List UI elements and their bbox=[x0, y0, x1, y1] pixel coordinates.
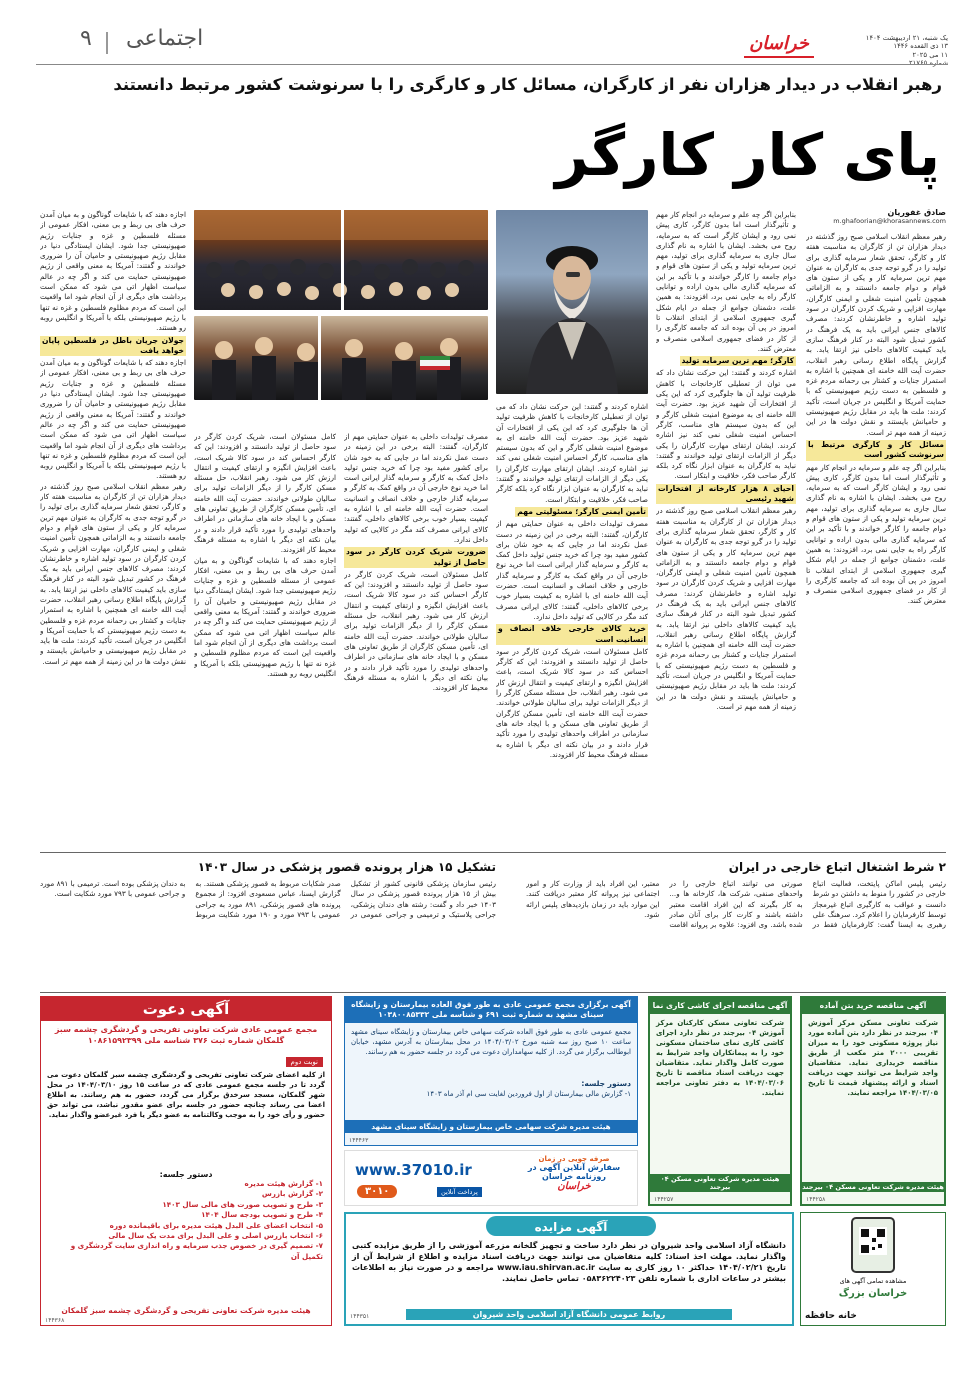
leader-portrait bbox=[496, 210, 648, 394]
ad-auction-title bbox=[486, 1216, 656, 1236]
page-number: ۹ bbox=[80, 26, 92, 51]
date-gregorian: ۱۱ می ۲۰۲۵ bbox=[912, 50, 948, 59]
column-2-text-b: اشاره کردند و گفتند: این حرکت نشان داد که می توان از تعطیلی کارخانجات با کاهش ظرفیت تولید آن ها جلوگیری کرد که این یکی از افتخارات آن شهید عزیز بود. حضرت آیت الله خامنه ای به موضوع امنیت شغلی کارگر و این که بدون سیستم های مناسب، کارگر احساس امنیت شغلی نمی کند نیز اشاره کردند. ایشان ارتقای مهارت کارگران را یکی دیگر از الزامات ارتقای تولید خواندند و گفتند: نباید به کارگران به عنوان ابزار نگاه کرد بلکه کارگر صاحب فکر، خلاقیت و ابتکار است. bbox=[656, 368, 796, 481]
column-3-text-c: کامل مسئولان است، شریک کردن کارگر در سود حاصل از تولید دانستند و افزودند: این که کارگر احساس کند در سود کالا شریک است، باعث افزایش انگیزه و ارتقای کیفیت و انتقال ارزش کار می شود. رهبر انقلاب، حل مسئله مسکن کارگر را از دیگر الزامات تولید برای سالیان طولانی خواندند. حضرت آیت الله خامنه ای، تأمین مسکن کارگران از طریق تعاونی های مسکن و با ایجاد خانه های سازمانی در اطراف واحدهای تولیدی را مورد تأکید قرار دادند و در بیان نکته ای دیگر با اشاره به مسئله فرهنگ محیط کار افزودند. bbox=[496, 646, 648, 759]
ad-auction[interactable] bbox=[344, 1212, 794, 1326]
crowd-illustration-top bbox=[194, 210, 488, 310]
column-5-text: کامل مسئولان است، شریک کردن کارگر در سود حاصل از تولید دانستند و افزودند: این که کارگر احساس کند در سود کالا شریک است، باعث افزایش انگیزه و ارتقای کیفیت و انتقال ارزش کار می شود. رهبر انقلاب، حل مسئله مسکن کارگر را از دیگر الزامات تولید برای سالیان طولانی خواندند. حضرت آیت الله خامنه ای، تأمین مسکن کارگران از طریق تعاونی های مسکن و با ایجاد خانه های سازمانی در اطراف واحدهای تولیدی را مورد تأکید قرار دادند و در بیان نکته ای دیگر با اشاره به مسئله فرهنگ محیط کار افزودند. bbox=[194, 432, 336, 555]
logo-underline bbox=[744, 56, 814, 58]
crowd-illustration-bottom bbox=[194, 316, 488, 400]
agenda-item: ۷- تصمیم گیری در خصوص جذب سرمایه و راه اندازی سایت گردشگری و تکمیل آن bbox=[70, 1241, 323, 1261]
promo-line-2: سفارش آنلاین آگهی در bbox=[527, 1163, 621, 1172]
section-divider bbox=[106, 32, 108, 54]
promo-service bbox=[357, 1185, 397, 1198]
promo-brand: خراسان bbox=[557, 1181, 591, 1192]
story-column-5 bbox=[194, 432, 336, 844]
ad-invitation-title: آگهی دعوت bbox=[41, 997, 331, 1021]
column-4-text-b: کامل مسئولان است، شریک کردن کارگر در سود حاصل از تولید دانستند و افزودند: این که کارگر احساس کند در سود کالا شریک است، باعث افزایش انگیزه و ارتقای کیفیت و انتقال ارزش کار می شود. رهبر انقلاب، حل مسئله مسکن کارگر را از دیگر الزامات تولید برای سالیان طولانی خواندند. حضرت آیت الله خامنه ای، تأمین مسکن کارگران از طریق تعاونی های مسکن و با ایجاد خانه های سازمانی در اطراف واحدهای تولیدی را مورد تأکید قرار دادند و در بیان نکته ای دیگر با اشاره به مسئله فرهنگ محیط کار افزودند. bbox=[344, 569, 488, 693]
masthead-rule bbox=[36, 64, 948, 65]
column-3-text: اشاره کردند و گفتند: این حرکت نشان داد که می توان از تعطیلی کارخانجات با کاهش ظرفیت تولید آن ها جلوگیری کرد که این یکی از افتخارات آن شهید عزیز بود. حضرت آیت الله خامنه ای به موضوع امنیت شغلی کارگر و این که بدون سیستم های مناسب، کارگر احساس امنیت شغلی نمی کند نیز اشاره کردند. ایشان ارتقای مهارت کارگران را یکی دیگر از الزامات ارتقای تولید خواندند و گفتند: نباید به کارگران به عنوان ابزار نگاه کرد بلکه کارگر صاحب فکر، خلاقیت و ابتکار است. bbox=[496, 402, 648, 504]
crowd-photo-bottom bbox=[194, 316, 488, 400]
agenda-item: ۳- طرح و تصویب صورت های مالی سال ۱۴۰۳ bbox=[162, 1199, 323, 1209]
story-column-6 bbox=[40, 210, 186, 844]
ad-concrete-body: شرکت تعاونی مسکن مرکز آموزش ۰۴ بیرجند در نظر دارد بتن آماده مورد نیاز پروژه مسکونی خود را به میزان تقریبی ۲۰۰۰ متر مکعب از طریق مناقصه خریداری نماید. متقاضیان واجد شرایط می توانند جهت دریافت اسناد و ارائه پیشنهاد قیمت تا تاریخ ۱۴۰۴/۰۳/۰۵ مراجعه نمایند. bbox=[808, 1019, 939, 1097]
agenda-item: ۵- انتخاب اعضای علی البدل هیئت مدیره برای باقیمانده دوره bbox=[109, 1220, 323, 1230]
column-5-text-b: اجازه دهند که با شایعات گوناگون و به میان آمدن حرف های بی ربط و بی معنی، افکار عمومی از مسئله فلسطین و غزه و جنایات رژیم صهیونیستی جدا شود. ایشان ایستادگی دنیا در مقابل رژیم صهیونیستی و حامیان آن را ضروری خواندند و گفتند: آمریکا به معنی واقعی از رژیم صهیونیستی حمایت می کند و اگر چه در عالم سیاست اظهار اتی می شود که ممکن است برداشت های دیگری از آن انجام شود اما واقعیت این است که مردم مظلوم فلسطین و غزه نه تنها با رژیم صهیونیستی بلکه با آمریکا و انگلیس روبه رو هستند. bbox=[194, 555, 336, 678]
ad-auction-code: ۱۴۴۳۵۱ bbox=[350, 1313, 370, 1320]
agenda-item: ۶- انتخاب بازرس اصلی و علی البدل برای مدت یک سال مالی bbox=[108, 1231, 323, 1241]
ad-tiles-footer: هیئت مدیره شرکت تعاونی مسکن ۰۴ بیرجند bbox=[650, 1174, 790, 1192]
story-column-2 bbox=[656, 210, 796, 844]
story-kicker: رهبر انقلاب در دیدار هزاران نفر از کارگران، مسائل کار و کارگری را با سرنوشت کشور مرتبط دانستند bbox=[113, 75, 942, 94]
ad-invitation-badge: نوبت دوم bbox=[286, 1057, 323, 1067]
column-6-text-b: اجازه دهند که با شایعات گوناگون و به میان آمدن حرف های بی ربط و بی معنی، افکار عمومی از مسئله فلسطین و غزه و جنایات رژیم صهیونیستی جدا شود. ایشان ایستادگی دنیا در مقابل رژیم صهیونیستی و حامیان آن را ضروری خواندند و گفتند: آمریکا به معنی واقعی از رژیم صهیونیستی حمایت می کند و اگر چه در عالم سیاست اظهار اتی می شود که ممکن است برداشت های دیگری از آن انجام شود اما واقعیت این است که مردم مظلوم فلسطین و غزه نه تنها با رژیم صهیونیستی بلکه با آمریکا و انگلیس روبه رو هستند. bbox=[40, 358, 186, 481]
subhead-1: کارگر؛ مهم ترین سرمایه تولید bbox=[681, 356, 794, 366]
ad-hospital-title: آگهی برگزاری مجمع عمومی عادی به طور فوق العاده بیمارستان و زایشگاه سینای مشهد به شماره ثبت ۶۹۱ و شناسه ملی ۱۰۳۸۰۰۸۵۳۳۲ bbox=[345, 997, 637, 1023]
ad-tender-tiles[interactable] bbox=[648, 996, 792, 1206]
date-hijri: ۱۳ ذی القعده ۱۴۴۶ bbox=[893, 42, 948, 51]
ad-auction-body: دانشگاه آزاد اسلامی واحد شیروان در نظر دارد ساخت و تجهیز گلخانه مزرعه آموزشی را از طریق مزایده کتبی واگذار نماید. مهلت اخذ اسناد: کلیه متقاضیان می توانند جهت دریافت اسناد مزایده و اطلاع از شرایط آن از تاریخ ۱۴۰۴/۰۲/۲۱ حداکثر ۱۰ روز کاری به سایت www.iau.shirvan.ac.ir مراجعه و در صورت نیاز به اطلاعات بیشتر در ساعات اداری با شماره تلفن ۰۵۸۳۶۲۲۴۰۲۳ تماس حاصل نمایند. bbox=[352, 1241, 787, 1283]
subhead-7: جولان جریان باطل در فلسطین پایان خواهد یافت bbox=[42, 335, 184, 355]
ad-invitation-footer: هیئت مدیره شرکت تعاونی تفریحی و گردشگری چشمه سبز گلمکان bbox=[61, 1306, 311, 1315]
masthead bbox=[0, 0, 966, 66]
logo[interactable] bbox=[740, 32, 818, 58]
column-4-text: مصرف تولیدات داخلی به عنوان حمایتی مهم از کارگران، گفتند: البته برخی در این زمینه در دست عمل نکردند اما در جایی که به خود شان برای کشور مفید بود چرا که خرید جنس تولید داخل کمک به کارگر و سرمایه گذار ایرانی است اما خرید نوع خارجی آن در واقع کمک به کارگر و سرمایه گذار خارجی و خلاف انصاف و انسانیت است. حضرت آیت الله خامنه ای با اشاره به کیفیت بسیار خوب برخی کالاهای داخلی، گفتند: کالای ایرانی مصرف کند مگر در کالایی که تولید داخل ندارد. bbox=[344, 432, 488, 544]
malpractice-text: رئیس سازمان پزشکی قانونی کشور از تشکیل بیش از ۱۵ هزار پرونده قصور پزشکی در سال ۱۴۰۳ خبر داد و گفت: رشته های دندان پزشکی، جراحی پلاستیک و ترمیمی و جراحی عمومی در صدر شکایات مربوط به قصور پزشکی هستند. به گزارش ایسنا، عباس مسعودی افزود: از مجموع پرونده های قصور پزشکی، ۸۹۱ مورد به جراحی عمومی با ۷۹۳ مورد و ۱۹۰ مورد شکایت مربوط به دندان پزشکی بوده است. ترمیمی با ۸۹۱ مورد و جراحی عمومی با ۷۹۳ مورد شکایت است. bbox=[40, 879, 496, 919]
promo-online-ads[interactable] bbox=[344, 1150, 638, 1206]
promo-line-1: صرفه جویی در زمان bbox=[538, 1155, 610, 1163]
ad-tender-concrete[interactable] bbox=[800, 996, 946, 1206]
promo-website[interactable]: www.37010.ir bbox=[355, 1161, 472, 1179]
ad-invitation[interactable] bbox=[40, 996, 332, 1326]
column-2-text: بنابراین اگر چه علم و سرمایه در انجام کار مهم و تأثیرگذار است اما بدون کارگر، کاری پیش نمی رود و ایشان کارگر است که به سرمایه، روح می بخشد. ایشان با اشاره به نام گذاری سال جاری به سرمایه گذاری برای تولید، مهم ترین سرمایه تولید و یکی از ستون های قوام و دوام جامعه را کارگر خواندند و با تأکید بر این که سرمایه گذاری مالی بدون اراده و توانایی کارگر راه به جایی نمی برد، افزودند: به همین علت، دشمنان جوامع از جمله در ایام شکل گیری جمهوری اسلامی از ابتدای انقلاب تا امروز در پی آن بوده اند که جامعه کارگری را از کار در فضای جمهوری اسلامی منصرف و معترض کنند. bbox=[656, 210, 796, 353]
ad-invitation-body: از کلیه اعضای شرکت تعاونی تفریحی و گردشگری چشمه سبز گلمکان دعوت می گردد تا در جلسه مجمع عمومی عادی که در ساعت ۱۵ روز ۱۴۰۴/۰۳/۱۰ در محل شهر گلمکان، مسجد سرخدق برگزار می گردد، حضور به هم رسانند. به اطلاع اعضا می رساند چنانچه حضور در جلسه برای عضو مقدور نباشد، می تواند حق حضور و رأی خود را به موجب وکالتنامه به عضو دیگر یا فرد غیرعضو واگذار نماید. bbox=[47, 1071, 325, 1119]
story-column-4 bbox=[344, 432, 488, 844]
ad-tiles-code: ۱۴۴۲۵۷ bbox=[654, 1196, 674, 1203]
ad-hospital-body: مجمع عمومی عادی به طور فوق العاده شرکت سهامی خاص بیمارستان و زایشگاه سینای مشهد ساعت ۱۰ صبح روز سه شنبه مورخ ۱۴۰۴/۰۳/۰۲ در محل بیمارستان به آدرس مشهد، خیابان ابوطالب برگزار می گردد. از کلیه سهامداران دعوت می گردد در جلسه حضور به هم رسانند. bbox=[351, 1028, 631, 1056]
section-divider-rule bbox=[40, 852, 946, 853]
column-6-text: اجازه دهند که با شایعات گوناگون و به میان آمدن حرف های بی ربط و بی معنی، افکار عمومی از مسئله فلسطین و غزه و جنایات رژیم صهیونیستی جدا شود. ایشان ایستادگی دنیا در مقابل رژیم صهیونیستی و حامیان آن را ضروری خواندند و گفتند: آمریکا به معنی واقعی از رژیم صهیونیستی حمایت می کند و اگر چه در عالم سیاست اظهار اتی می شود که ممکن است برداشت های دیگری از آن انجام شود اما واقعیت این است که مردم مظلوم فلسطین و غزه نه تنها با رژیم صهیونیستی بلکه با آمریکا و انگلیس روبه رو هستند. bbox=[40, 210, 186, 333]
column-2-text-c: رهبر معظم انقلاب اسلامی صبح روز گذشته در دیدار هزاران تن از کارگران به مناسبت هفته کار و کارگر، تحقق شعار سرمایه گذاری برای تولید را در گرو توجه جدی به کارگران به عنوان مهم ترین سرمایه کار و یکی از ستون های قوام و دوام جامعه دانستند و به الزاماتی همچون تأمین امنیت شغلی و ایمنی کارگران، مهارت افزایی و شریک کردن کارگران در سود تولید اشاره و خاطرنشان کردند: مصرف کالاهای جنس ایرانی باید به یک فرهنگ در کشور تبدیل شود البته در کنار فرهنگ سازی باید کیفیت کالاهای داخلی نیز ارتقا یابد. به گزارش پایگاه اطلاع رسانی رهبر انقلاب، حضرت آیت الله خامنه ای همچنین با اشاره به استمرار جنایات و کشتار بی رحمانه مردم غزه و فلسطین به دست رژیم صهیونیستی که با حمایت آمریکا و انگلیس در جریان است، تأکید کردند: ملت ها باید در مقابل رژیم صهیونیستی و حامیانش بایستند و نقش دولت ها در این زمینه از همه مهم تر است. bbox=[656, 506, 796, 711]
ad-hospital-code: ۱۴۴۴۶۳ bbox=[349, 1137, 369, 1144]
ad-invitation-subtitle: مجمع عمومی عادی شرکت تعاونی تفریحی و گردشگری چشمه سبز گلمکان شماره ثبت ۳۷۶ شناسه ملی ۱۰۸۶۱۵۹۲۳۹۹ bbox=[54, 1025, 318, 1045]
byline bbox=[804, 208, 946, 225]
foreign-workers-text: رئیس پلیس اماکن پایتخت، فعالیت اتباع خارجی در کشور را منوط به داشتن دو شرط دانست و عواقب به کارگیری اتباع غیرمجاز توسط کارفرمایان را اعلام کرد. سرهنگ علی رهبری به ایسنا گفت: کارفرمایان فقط در صورتی می توانند اتباع خارجی را در واحدهای صنفی، شرکت ها، کارخانه ها و... به کار بگیرند که این افراد اقامت معتبر داشته باشند و کارت کار برای آنان صادر شده باشد. وی افزود: علاوه بر پروانه اقامت معتبر، این افراد باید از وزارت کار و امور اجتماعی نیز پروانه کار معتبر دریافت کنند. این موارد باید در زمان بازدیدهای پلیس ارائه شود. bbox=[526, 879, 946, 930]
agenda-item: ۲- گزارش بازرس bbox=[261, 1189, 323, 1199]
ad-hospital-agenda: ۱- گزارش مالی بیمارستان از اول فروردین لغایت سی ام آذر ماه ۱۴۰۳ bbox=[426, 1090, 631, 1098]
agenda-item: ۴- طرح و تصویب بودجه سال ۱۴۰۴ bbox=[201, 1210, 323, 1220]
ad-concrete-title: آگهی مناقصه خرید بتن آماده bbox=[802, 998, 944, 1014]
author-email: m.ghafoorian@khorasannews.com bbox=[833, 217, 946, 225]
qr-logo: خانه حافظه bbox=[805, 1311, 857, 1321]
story-foreign-workers bbox=[526, 858, 946, 988]
qr-brand: خراسان بزرگ bbox=[838, 1288, 908, 1299]
subhead-5: خرید کالای خارجی خلاف انصاف و انسانیت است bbox=[498, 624, 646, 644]
subhead-2: مسائل کار و کارگری مرتبط با سرنوشت کشور است bbox=[808, 439, 944, 460]
promo-line-3: روزنامه خراسان bbox=[542, 1172, 606, 1181]
ad-hospital-assembly[interactable] bbox=[344, 996, 638, 1146]
ad-invitation-agenda-label: دستور جلسه: bbox=[159, 1170, 213, 1179]
ad-hospital-agenda-label: دستور جلسه: bbox=[581, 1079, 631, 1088]
author-name: صادق غفوریان bbox=[887, 208, 946, 217]
qr-code-icon bbox=[853, 1219, 893, 1271]
malpractice-headline: تشکیل ۱۵ هزار پرونده قصور پزشکی در سال ۱۴۰۳ bbox=[197, 860, 496, 874]
ads-divider-rule bbox=[40, 992, 946, 993]
ad-concrete-code: ۱۴۴۲۵۸ bbox=[806, 1196, 826, 1203]
column-3-text-b: مصرف تولیدات داخلی به عنوان حمایتی مهم از کارگران، گفتند: البته برخی در این زمینه در دست عمل نکردند اما در جایی که به خود شان برای کشور مفید بود چرا که خرید جنس تولید داخل کمک به کارگر و سرمایه گذار ایرانی است اما خرید نوع خارجی آن در واقع کمک به کارگر و سرمایه گذار خارجی و خلاف انصاف و انسانیت است. حضرت آیت الله خامنه ای با اشاره به کیفیت بسیار خوب برخی کالاهای داخلی، گفتند: کالای ایرانی مصرف کند مگر در کالایی که تولید داخل ندارد. bbox=[496, 519, 648, 621]
logo-text: خراسان bbox=[749, 33, 809, 54]
qr-phone-graphic bbox=[851, 1217, 895, 1273]
ad-hospital-footer: هیئت مدیره شرکت سهامی خاص بیمارستان و زایشگاه سینای مشهد bbox=[345, 1120, 637, 1133]
ad-invitation-agenda bbox=[41, 1179, 331, 1262]
promo-pay-label: پرداخت آنلاین bbox=[437, 1187, 482, 1197]
story-column-3 bbox=[496, 402, 648, 844]
ad-qr-box[interactable] bbox=[800, 1212, 946, 1326]
column-6-text-c: رهبر معظم انقلاب اسلامی صبح روز گذشته در دیدار هزاران تن از کارگران به مناسبت هفته کار و کارگر، تحقق شعار سرمایه گذاری برای تولید را در گرو توجه جدی به کارگران به عنوان مهم ترین سرمایه کار و یکی از ستون های قوام و دوام جامعه دانستند و به الزاماتی همچون تأمین امنیت شغلی و ایمنی کارگران، مهارت افزایی و شریک کردن کارگران در سود تولید اشاره و خاطرنشان کردند: مصرف کالاهای جنس ایرانی باید به یک فرهنگ در کشور تبدیل شود البته در کنار فرهنگ سازی باید کیفیت کالاهای داخلی نیز ارتقا یابد. به گزارش پایگاه اطلاع رسانی رهبر انقلاب، حضرت آیت الله خامنه ای همچنین با اشاره به استمرار جنایات و کشتار بی رحمانه مردم غزه و فلسطین به دست رژیم صهیونیستی که با حمایت آمریکا و انگلیس در جریان است، تأکید کردند: ملت ها باید در مقابل رژیم صهیونیستی و حامیانش بایستند و نقش دولت ها در این زمینه از همه مهم تر است. bbox=[40, 481, 186, 666]
agenda-item: ۱- گزارش هیئت مدیره bbox=[244, 1179, 323, 1188]
ad-concrete-footer: هیئت مدیره شرکت تعاونی مسکن ۰۴ بیرجند bbox=[802, 1183, 944, 1191]
column-1-text: رهبر معظم انقلاب اسلامی صبح روز گذشته در دیدار هزاران تن از کارگران به مناسبت هفته کار و کارگر، تحقق شعار سرمایه گذاری برای تولید را در گرو توجه جدی به کارگران به عنوان مهم ترین سرمایه کار و یکی از ستون های قوام و دوام جامعه دانستند و به الزاماتی همچون تأمین امنیت شغلی و ایمنی کارگران، مهارت افزایی و شریک کردن کارگران در سود تولید اشاره و خاطرنشان کردند: مصرف کالاهای جنس ایرانی باید به یک فرهنگ در کشور تبدیل شود البته در کنار فرهنگ سازی باید کیفیت کالاهای داخلی نیز ارتقا یابد. به گزارش پایگاه اطلاع رسانی رهبر انقلاب، حضرت آیت الله خامنه ای همچنین با اشاره به استمرار جنایات و کشتار بی رحمانه مردم غزه و فلسطین به دست رژیم صهیونیستی که با حمایت آمریکا و انگلیس در جریان است، تأکید کردند: ملت ها باید در مقابل رژیم صهیونیستی و حامیانش بایستند و نقش دولت ها در این زمینه از همه مهم تر است. bbox=[806, 232, 946, 437]
ad-invitation-code: ۱۴۴۳۶۸ bbox=[45, 1317, 65, 1324]
date-block bbox=[828, 34, 948, 68]
qr-caption: مشاهده تمامی آگهی های bbox=[839, 1277, 907, 1285]
date-persian: یک شنبه، ۲۱ اردیبهشت ۱۴۰۴ bbox=[865, 34, 948, 42]
story-medical-malpractice bbox=[40, 858, 496, 988]
ad-auction-title-text: آگهی مزایده bbox=[534, 1220, 608, 1234]
promo-service-name: ۳۰۱۰ bbox=[365, 1186, 390, 1197]
promo-text-block bbox=[519, 1155, 629, 1192]
portrait-illustration bbox=[496, 210, 648, 394]
foreign-workers-headline: ۲ شرط اشتغال اتباع خارجی در ایران bbox=[728, 860, 946, 874]
subhead-4: تأمین ایمنی کارگر؛ مسئولیتی مهم bbox=[517, 506, 646, 516]
section-name: اجتماعی bbox=[126, 26, 204, 51]
story-column-1 bbox=[806, 232, 946, 844]
ad-tiles-title: آگهی مناقصه اجرای کاشی کاری نما bbox=[650, 998, 790, 1014]
crowd-photo-top bbox=[194, 210, 488, 310]
subhead-3: احیای ۸ هزار کارخانه از افتخارات شهید رئیسی bbox=[658, 483, 794, 504]
column-1-text-b: بنابراین اگر چه علم و سرمایه در انجام کار مهم و تأثیرگذار است اما بدون کارگر، کاری پیش نمی رود و ایشان کارگر است که به سرمایه، روح می بخشد. ایشان با اشاره به نام گذاری سال جاری به سرمایه گذاری برای تولید، مهم ترین سرمایه تولید و یکی از ستون های قوام و دوام جامعه را کارگر خواندند و با تأکید بر این که سرمایه گذاری مالی بدون اراده و توانایی کارگر راه به جایی نمی برد، افزودند: به همین علت، دشمنان جوامع از جمله در ایام شکل گیری جمهوری اسلامی از ابتدای انقلاب تا امروز در پی آن بوده اند که جامعه کارگری را از کار در فضای جمهوری اسلامی منصرف و معترض کنند. bbox=[806, 462, 946, 606]
ad-auction-footer: روابط عمومی دانشگاه آزاد اسلامی واحد شیروان bbox=[406, 1309, 732, 1320]
subhead-6: ضرورت شریک کردن کارگر در سود حاصل از تولید bbox=[346, 547, 486, 567]
story-headline: پای کار کارگر bbox=[555, 121, 940, 189]
section-label bbox=[36, 26, 226, 58]
ad-tiles-body: شرکت تعاونی مسکن کارکنان مرکز آموزش ۰۴ بیرجند در نظر دارد اجرای کاشی کاری نمای ساختمان مسکونی خود را به پیمانکاران واجد شرایط به صورت کامل واگذار نماید. متقاضیان جهت دریافت اسناد مناقصه تا تاریخ ۱۴۰۴/۰۳/۰۶ به دفتر تعاونی مراجعه نمایند. bbox=[656, 1019, 785, 1097]
